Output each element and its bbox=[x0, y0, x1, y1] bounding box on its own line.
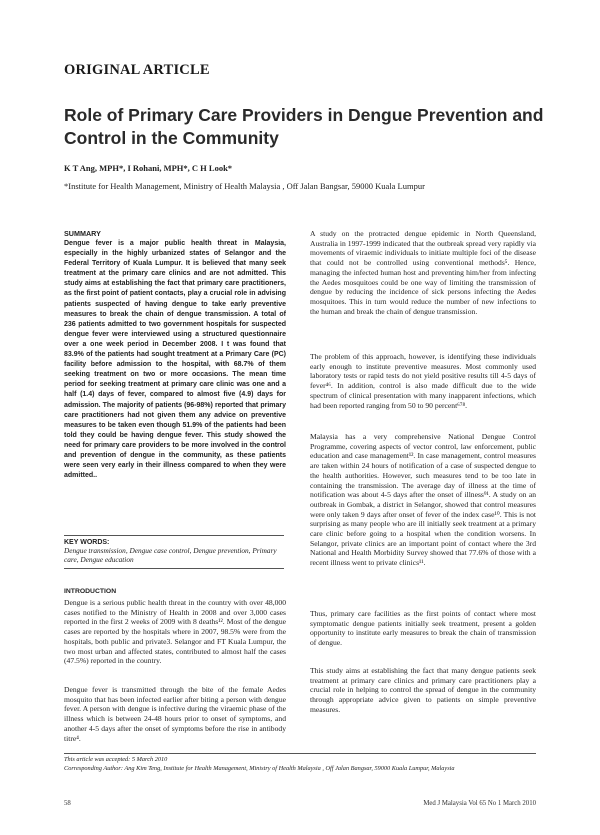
summary-text: Dengue fever is a major public health threat in Malaysia, especially in the highly urbanized states of Selangor and the Federal Territory of Kuala Lumpur. It is believed that many seek treatment at the primary care clinics and are not admitted. This study aims at establishing the fact that primary care practitioners, as the first point of patient contacts, play a crucial role in advising patients suspected of having dengue to take early preventive measures to break the chain of dengue transmission. A total of 236 patients admitted to two government hospitals for suspected dengue fever were interviewed using a structured questionnaire over a one week period in December 2008. I t was found that 83.9% of the patients had sought treatment at a Primary Care (PC) facility before admission to the hospital, with 68.7% of them seeking treatment on two or more occasions. The mean time period for seeking treatment at primary care clinic was one and a half (1.4) days of fever, compared to almost five (4.9) days for admission. The majority of patients (96-98%) reported that primary care practitioners had not given them any advice on preventive measures to be taken even though 51.9% of the patients had been told they could be having dengue fever. This study showed the need for primary care providers to be more involved in the control and prevention of dengue in the community, as these patients were seen very early in their illness compared to when they were admitted.. bbox=[64, 240, 286, 480]
right-paragraph-2: The problem of this approach, however, is identifying these individuals early enough to institute preventive measures. Most commonly used laboratory tests or rapid tests do not yield positive results till 4-5 days of fever⁴⁶. In addition, control is also made difficult due to the wide spectrum of clinical presentation with many inapparent infections, which had been reported ranging from 50 to 90 percent⁶⁷⁸. bbox=[310, 352, 536, 410]
journal-citation: Med J Malaysia Vol 65 No 1 March 2010 bbox=[423, 800, 536, 807]
summary-section bbox=[64, 229, 286, 481]
introduction-paragraph-2: Dengue fever is transmitted through the bite of the female Aedes mosquito that has been infected earlier after biting a person with dengue fever. A person with dengue is infective during the viraemic phase of the illness which is between 24-48 hours prior to onset of symptoms, and another 4-5 days after the onset of symptoms before the rise in antibody titre⁴. bbox=[64, 685, 286, 743]
right-paragraph-1: A study on the protracted dengue epidemic in North Queensland, Australia in 1997-1999 indicated that the outbreak spread very rapidly via movements of viraemic individuals to initiate multiple foci of the disease that could not be controlled using conventional methods⁵. Hence, managing the infected human host and preventing him/her from infecting the Aedes mosquitoes could be one way of limiting the transmission of dengue by reducing the incidence of sick persons infecting the Aedes mosquitoes. This in turn would reduce the number of new infections to the human and break the chain of dengue transmission. bbox=[310, 229, 536, 316]
article-title: Role of Primary Care Providers in Dengue Prevention and Control in the Community bbox=[64, 105, 544, 148]
corresponding-author-note: Corresponding Author: Ang Kim Teng, Institute for Health Management, Ministry of Health Malaysia , Off Jalan Bangsar, 59000 Kuala Lumpur, Malaysia bbox=[64, 765, 455, 772]
section-label: ORIGINAL ARTICLE bbox=[64, 62, 210, 78]
keywords-heading: KEY WORDS: bbox=[64, 539, 110, 546]
right-paragraph-5: This study aims at establishing the fact that many dengue patients seek treatment at primary care clinics and primary care practitioners play a crucial role in helping to control the spread of dengue in the community through appropriate advice given to patients on simple preventive measures. bbox=[310, 666, 536, 714]
introduction-paragraph-1: Dengue is a serious public health threat in the country with over 48,000 cases notified to the Ministry of Health in 2008 and over 3,000 cases reported in the first 2 weeks of 2009 with 8 deaths¹². Most of the dengue cases are reported by the hospitals where in 2007, 98.5% were from the hospitals, both public and private3. Selangor and FT Kuala Lumpur, the two most urban and affected states, contributed to almost half the cases (47.5%) reported in the country. bbox=[64, 598, 286, 666]
accepted-note: This article was accepted: 5 March 2010 bbox=[64, 756, 168, 763]
introduction-heading: INTRODUCTION bbox=[64, 588, 117, 595]
affiliation: *Institute for Health Management, Ministry of Health Malaysia , Off Jalan Bangsar, 59000 Kuala Lumpur bbox=[64, 181, 425, 191]
keywords-text: Dengue transmission, Dengue case control, Dengue prevention, Primary care, Dengue education bbox=[64, 546, 277, 565]
authors: K T Ang, MPH*, I Rohani, MPH*, C H Look* bbox=[64, 163, 233, 173]
keywords-box bbox=[64, 535, 284, 569]
footnote-divider bbox=[64, 753, 536, 754]
right-paragraph-3: Malaysia has a very comprehensive National Dengue Control Programme, covering aspects of vector control, law enforcement, public education and case management¹². In case management, control measures are taken within 24 hours of notification of a case of suspected dengue to the health authorities. However, such measures tend to be too late in containing the transmission. The average day of illness at the time of notification was about 4-5 days after the onset of illness⁹¹. A study on an outbreak in Gombak, a district in Selangor, showed that control measures were only taken 9 days after onset of fever of the index case¹⁰. This is not surprising as many people who are ill initially seek treatment at a primary care clinic before going to a hospital when the condition worsens. In Selangor, private clinics are an important point of contact where the 3rd National and Health Morbidity Survey showed that 77.6% of those with a recent illness went to private clinics¹¹. bbox=[310, 432, 536, 568]
page-number: 58 bbox=[64, 800, 71, 807]
right-paragraph-4: Thus, primary care facilities as the first points of contact where most symptomatic dengue patients initially seek treatment, present a golden opportunity to institute early measures to break the chain of transmission of dengue. bbox=[310, 609, 536, 648]
summary-heading: SUMMARY bbox=[64, 229, 101, 238]
